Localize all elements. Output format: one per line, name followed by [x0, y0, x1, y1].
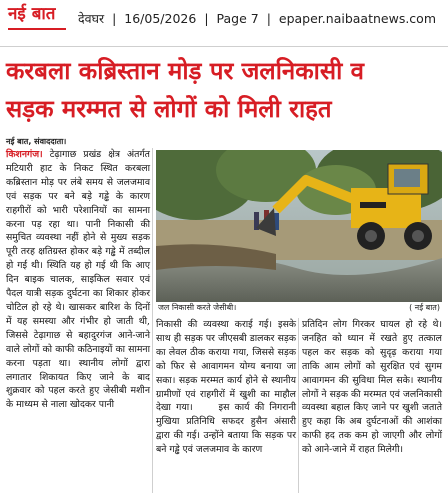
separator-1: | [112, 11, 117, 26]
article-column-3: प्रतिदिन लोग गिरकर घायल हो रहे थे। जनहित को ध्यान में रखते हुए तत्काल पहल कर सड़क को सुदृढ़ कराया गया ताकि आम लोगों को सुरक्षित एवं सुगम आवागमन की सुविधा मिल सके। स्थानीय लोगों ने सड़क की मरम्मत एवं जलनिकासी व्यवस्था बहाल किए जाने पर खुशी जताते हुए कहा कि अब दुर्घटनाओं की आशंका काफी हद तक कम हो जाएगी और लोगों को आने-जाने में राहत मिलेगी। [302, 319, 442, 456]
masthead [0, 0, 448, 47]
headline-line-1: करबला कब्रिस्तान मोड़ पर जलनिकासी व [6, 57, 365, 85]
caption-text: जल निकासी करते जेसीबी। [158, 303, 237, 312]
separator-3: | [266, 11, 271, 26]
logo-underline [8, 28, 66, 30]
newspaper-logo [8, 6, 72, 36]
photo-credit: ( नई बात) [409, 303, 440, 312]
jcb-excavator-photo [156, 150, 442, 302]
article-column-2: निकासी की व्यवस्था कराई गई। इसके साथ ही सड़क पर जीएसबी डालकर सड़क का लेवल ठीक कराया गया, जिससे सड़क को फिर से आवागमन योग्य बनाया जा सका। सड़क मरम्मत कार्य होने से स्थानीय ग्रामीणों एवं राहगीरों में खुशी का माहौल देखा गया। इस कार्य की निगरानी मुखिया प्रतिनिधि सफदर हुसैन अंसारी द्वारा की गई। उन्होंने बताया कि सड़क पर बने गड्ढे एवं जलजमाव के कारण [156, 319, 296, 456]
column-1-text: टेढ़ागाछ प्रखंड क्षेत्र अंतर्गत मटियारी हाट के निकट स्थित करबला कब्रिस्तान मोड़ पर लंबे समय से जलजमाव एवं सड़क पर बने बड़े गड्ढे के कारण राहगीरों को भारी परेशानियों का सामना करना पड़ रहा था। पानी निकासी की समुचित व्यवस्था नहीं होने से मुख्य सड़क पूरी तरह क्षतिग्रस्त होकर बड़े गड्ढे में तब्दील हो गई थी। स्थिति यह हो गई थी कि आए दिन बाइक चालक, साइकिल सवार एवं पैदल यात्री सड़क दुर्घटना का शिकार होकर चोटिल हो रहे थे। खासकर बारिश के दिनों में यह समस्या और गंभीर हो जाती थी, जिससे टेढ़ागाछ से बहादुरगंज आने-जाने वाले लोगों को काफी कठिनाइयों का सामना करना पड़ता था। स्थानीय लोगों द्वारा लगातार शिकायत किए जाने के बाद शुक्रवार को पहल करते हुए जेसीबी मशीन के माध्यम से नाला खोदकर पानी [6, 149, 150, 411]
article-column-1 [6, 148, 150, 412]
headline-line-2: सड़क मरम्मत से लोगों को मिली राहत [6, 95, 332, 123]
photo-caption [156, 302, 442, 314]
edition-info [78, 10, 440, 30]
article-photo [156, 150, 442, 302]
dateline-place: किशनगंज। [6, 149, 43, 160]
edition-city: देवघर [78, 11, 105, 26]
column-divider [152, 148, 153, 493]
logo-text: नई बात [8, 4, 56, 24]
byline: नई बात, संवाददाता। [6, 137, 67, 146]
column-divider-2 [298, 318, 299, 493]
article-headline [6, 52, 442, 128]
page-number: Page 7 [216, 11, 259, 26]
separator-2: | [204, 11, 209, 26]
epaper-site[interactable]: epaper.naibaatnews.com [278, 11, 436, 26]
edition-date: 16/05/2026 [124, 11, 197, 26]
